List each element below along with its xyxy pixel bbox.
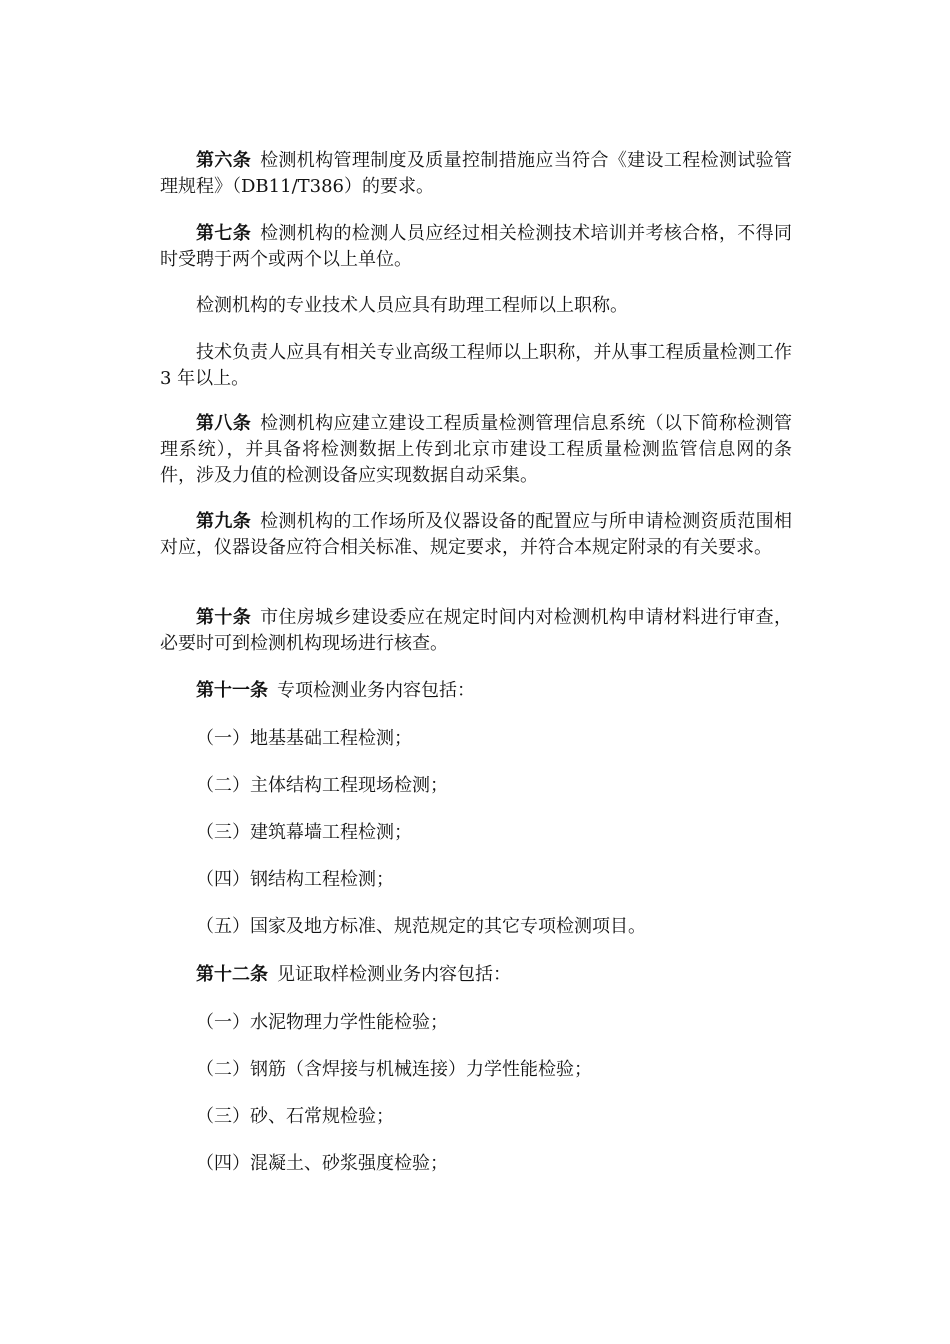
article-12-text: 见证取样检测业务内容包括： — [277, 964, 511, 985]
article-7-paragraph — [160, 221, 792, 273]
article-11-heading: 第十一条 — [196, 680, 268, 701]
special-item-2: （二）主体结构工程现场检测； — [196, 775, 448, 796]
article-8-heading: 第八条 — [196, 413, 252, 434]
article-10-heading: 第十条 — [196, 607, 252, 628]
technical-lead-paragraph — [160, 340, 792, 392]
article-6-heading: 第六条 — [196, 150, 252, 171]
article-10-text: 市住房城乡建设委应在规定时间内对检测机构申请材料进行审查，必要时可到检测机构现场进行核查。 — [160, 607, 793, 654]
special-item-4: （四）钢结构工程检测； — [196, 869, 394, 890]
article-11-paragraph — [160, 678, 792, 704]
special-item-3: （三）建筑幕墙工程检测； — [196, 822, 412, 843]
special-item-1: （一）地基基础工程检测； — [196, 728, 412, 749]
article-6-text: 检测机构管理制度及质量控制措施应当符合《建设工程检测试验管理规程》（DB11/T386）的要求。 — [160, 150, 793, 197]
article-9-heading: 第九条 — [196, 511, 252, 532]
article-6-paragraph — [160, 148, 792, 200]
article-8-paragraph — [160, 411, 792, 489]
witness-item-2: （二）钢筋（含焊接与机械连接）力学性能检验； — [196, 1059, 592, 1080]
witness-item-3: （三）砂、石常规检验； — [196, 1106, 394, 1127]
qualification-paragraph — [160, 293, 792, 319]
article-9-text: 检测机构的工作场所及仪器设备的配置应与所申请检测资质范围相对应，仪器设备应符合相关标准、规定要求，并符合本规定附录的有关要求。 — [160, 511, 793, 558]
article-11-text: 专项检测业务内容包括： — [277, 680, 475, 701]
article-10-paragraph — [160, 605, 792, 657]
article-8-text: 检测机构应建立建设工程质量检测管理信息系统（以下简称检测管理系统），并具备将检测数据上传到北京市建设工程质量检测监管信息网的条件，涉及力值的检测设备应实现数据自动采集。 — [160, 413, 793, 486]
special-item-5: （五）国家及地方标准、规范规定的其它专项检测项目。 — [196, 916, 646, 937]
witness-item-4: （四）混凝土、砂浆强度检验； — [196, 1153, 448, 1174]
article-9-paragraph — [160, 509, 792, 561]
article-7-text: 检测机构的检测人员应经过相关检测技术培训并考核合格，不得同时受聘于两个或两个以上单位。 — [160, 223, 793, 270]
witness-item-1: （一）水泥物理力学性能检验； — [196, 1012, 448, 1033]
article-12-heading: 第十二条 — [196, 964, 268, 985]
qualification-text: 检测机构的专业技术人员应具有助理工程师以上职称。 — [196, 295, 628, 316]
technical-lead-text: 技术负责人应具有相关专业高级工程师以上职称，并从事工程质量检测工作 3 年以上。 — [160, 342, 792, 389]
article-12-paragraph — [160, 962, 792, 988]
article-7-heading: 第七条 — [196, 223, 252, 244]
